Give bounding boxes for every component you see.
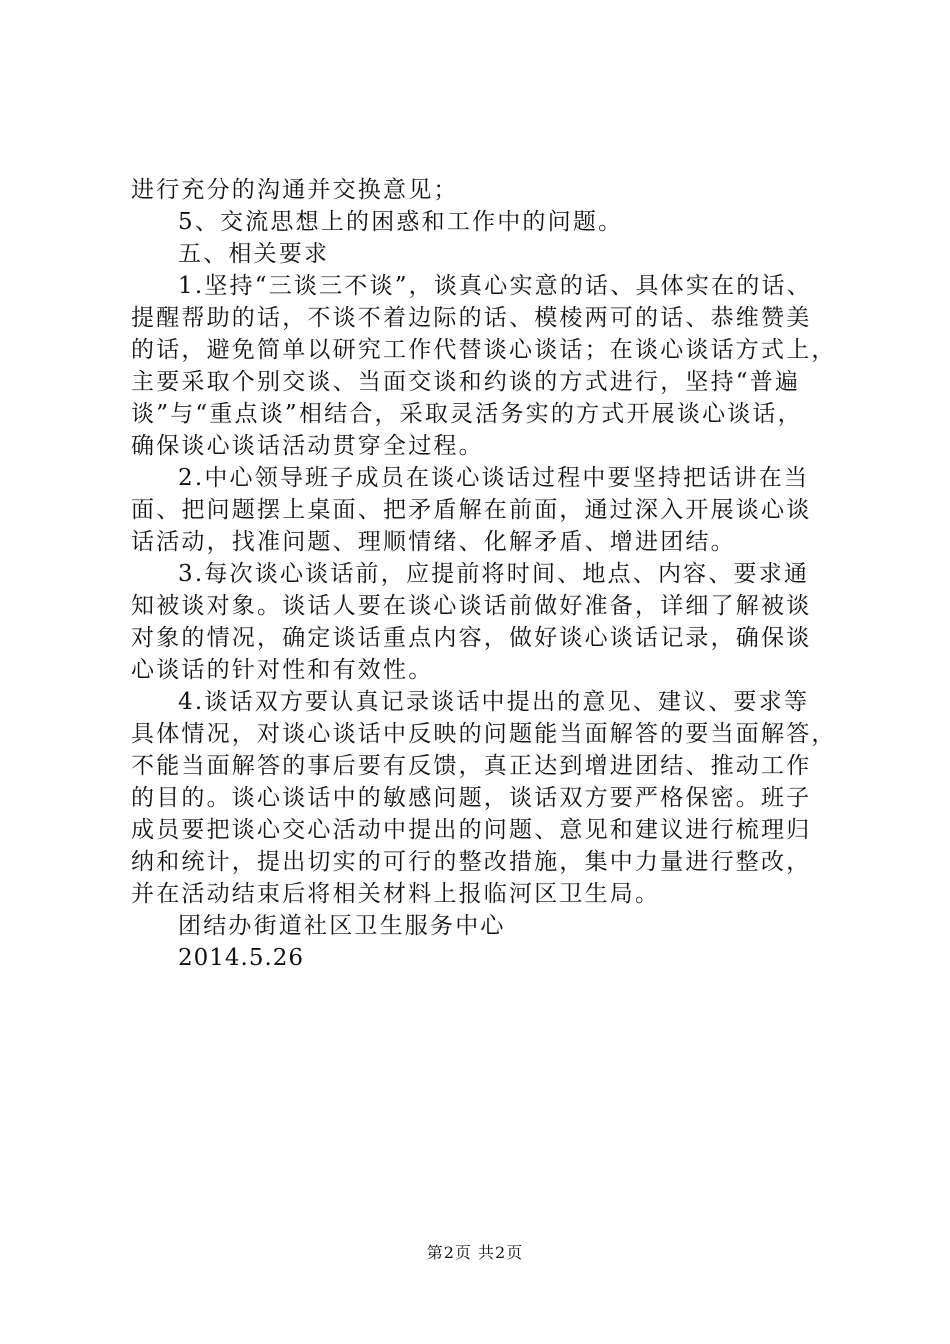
body-line: 1.坚持“三谈三不谈”，谈真心实意的话、具体实在的话、 (178, 273, 812, 299)
body-line: 谈”与“重点谈”相结合，采取灵活务实的方式开展谈心谈话， (131, 401, 803, 427)
body-line: 成员要把谈心交心活动中提出的问题、意见和建议进行梳理归 (131, 817, 812, 843)
body-line: 主要采取个别交谈、当面交谈和约谈的方式进行，坚持“普遍 (131, 369, 801, 395)
body-line: 并在活动结束后将相关材料上报临河区卫生局。 (131, 881, 661, 907)
body-line: 知被谈对象。谈话人要在谈心谈话前做好准备，详细了解被谈 (131, 593, 812, 619)
body-line: 话活动，找准问题、理顺情绪、化解矛盾、增进团结。 (131, 529, 736, 555)
body-line: 对象的情况，确定谈话重点内容，做好谈心谈话记录，确保谈 (131, 625, 812, 651)
body-line: 5、交流思想上的困惑和工作中的问题。 (178, 209, 624, 235)
body-line: 不能当面解答的事后要有反馈，真正达到增进团结、推动工作 (131, 753, 812, 779)
signature-organization: 团结办街道社区卫生服务中心 (178, 913, 506, 939)
page-footer: 第2页 共2页 (426, 1243, 524, 1262)
body-line: 面、把问题摆上桌面、把矛盾解在前面，通过深入开展谈心谈 (131, 497, 812, 523)
body-line: 纳和统计，提出切实的可行的整改措施，集中力量进行整改， (131, 849, 812, 875)
body-line: 心谈话的针对性和有效性。 (131, 657, 434, 683)
body-line: 进行充分的沟通并交换意见； (131, 177, 459, 203)
body-line: 的目的。谈心谈话中的敏感问题，谈话双方要严格保密。班子 (131, 785, 812, 811)
body-line: 的话，避免简单以研究工作代替谈心谈话；在谈心谈话方式上， (131, 337, 837, 363)
signature-date: 2014.5.26 (178, 945, 305, 971)
body-line: 具体情况，对谈心谈话中反映的问题能当面解答的要当面解答， (131, 721, 837, 747)
body-line: 4.谈话双方要认真记录谈话中提出的意见、建议、要求等 (178, 689, 810, 715)
body-line: 3.每次谈心谈话前，应提前将时间、地点、内容、要求通 (178, 561, 810, 587)
section-heading: 五、相关要求 (178, 241, 330, 267)
body-line: 确保谈心谈话活动贯穿全过程。 (131, 433, 484, 459)
body-line: 提醒帮助的话，不谈不着边际的话、模棱两可的话、恭维赞美 (131, 305, 812, 331)
body-line: 2.中心领导班子成员在谈心谈话过程中要坚持把话讲在当 (178, 465, 810, 491)
